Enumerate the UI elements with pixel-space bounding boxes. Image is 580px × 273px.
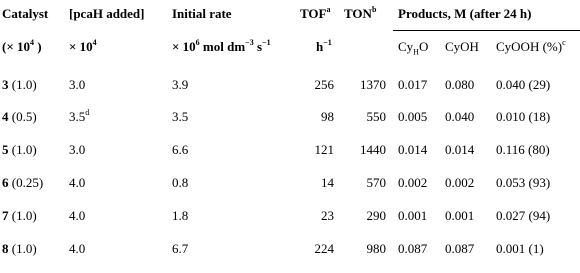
cell-rate: 6.6	[172, 142, 189, 157]
cell-catalyst	[2, 175, 43, 191]
header-catalyst-unit	[2, 39, 42, 55]
tof-unit-text: h	[316, 39, 324, 54]
catalyst-unit-text: (× 10	[2, 39, 30, 54]
cell-ton: 570	[366, 175, 386, 190]
header-products: Products, M (after 24 h)	[398, 6, 532, 21]
cell-pcah	[69, 109, 89, 125]
rate-unit-exp6: 6	[195, 37, 200, 47]
cell-cyoh: 0.002	[445, 175, 475, 190]
header-tof-unit	[316, 39, 332, 55]
cell-catalyst	[2, 109, 37, 125]
cell-rate: 6.7	[172, 241, 189, 256]
cell-cyooh: 0.001 (1)	[496, 241, 544, 256]
cell-catalyst	[2, 241, 37, 257]
header-ton	[344, 6, 376, 22]
cell-pcah	[69, 208, 85, 224]
header-rate-unit	[172, 39, 271, 55]
cell-cyooh: 0.027 (94)	[496, 208, 551, 223]
cell-tof: 23	[321, 208, 334, 223]
header-cyoh: CyOH	[445, 39, 479, 54]
rate-unit-mol: mol dm	[199, 39, 246, 54]
tof-unit-exp: −1	[323, 37, 332, 47]
catalyst-amount: (0.25)	[8, 175, 44, 190]
cell-pcah	[69, 77, 85, 93]
rate-unit-exp3: −3	[245, 37, 254, 47]
cell-tof: 256	[314, 77, 334, 92]
pcah-value: 3.0	[69, 142, 86, 157]
header-cyho	[398, 39, 428, 55]
cell-pcah	[69, 142, 85, 158]
cyho-sub: H	[413, 47, 419, 57]
pcah-unit-exp: 4	[92, 37, 97, 47]
cell-pcah	[69, 241, 85, 257]
catalyst-unit-exp: 4	[30, 37, 34, 47]
header-cyooh	[496, 39, 566, 55]
cell-ton: 290	[366, 208, 386, 223]
cell-rate: 3.5	[172, 109, 189, 124]
cell-cyooh: 0.116 (80)	[496, 142, 550, 157]
catalyst-amount: (1.0)	[8, 142, 37, 157]
pcah-footnote: d	[85, 107, 90, 117]
cell-cyoh: 0.040	[445, 109, 475, 124]
cell-pcah	[69, 175, 85, 191]
pcah-value: 4.0	[69, 175, 86, 190]
cyooh-text: CyOOH (%)	[496, 39, 563, 54]
cell-cyoh: 0.001	[445, 208, 475, 223]
catalyst-number: 7	[2, 208, 9, 223]
cell-cyho: 0.017	[398, 77, 428, 92]
catalyst-amount: (1.0)	[8, 77, 37, 92]
rate-unit-s: s	[253, 39, 263, 54]
cell-ton: 550	[366, 109, 386, 124]
rate-unit-text: × 10	[172, 39, 196, 54]
catalyst-number: 6	[2, 175, 9, 190]
cell-cyho: 0.005	[398, 109, 428, 124]
header-catalyst: Catalyst	[2, 6, 49, 21]
cell-ton: 1370	[360, 77, 386, 92]
cell-cyooh: 0.040 (29)	[496, 77, 551, 92]
catalyst-amount: (1.0)	[8, 208, 37, 223]
cyho-text: Cy	[398, 39, 414, 54]
cyooh-footnote: c	[562, 37, 566, 47]
catalyst-amount: (1.0)	[8, 241, 37, 256]
cell-cyho: 0.001	[398, 208, 428, 223]
cell-catalyst	[2, 77, 37, 93]
cell-cyho: 0.087	[398, 241, 428, 256]
products-rule	[393, 30, 580, 31]
cell-tof: 121	[314, 142, 334, 157]
cell-cyooh: 0.053 (93)	[496, 175, 551, 190]
header-pcah-unit	[69, 39, 97, 55]
cell-tof: 224	[314, 241, 334, 256]
cell-cyoh: 0.014	[445, 142, 475, 157]
cell-cyoh: 0.087	[445, 241, 475, 256]
header-tof-label: TOF	[300, 6, 327, 21]
catalyst-number: 3	[2, 77, 9, 92]
cyho-post: O	[418, 39, 429, 54]
cell-rate: 0.8	[172, 175, 189, 190]
cell-tof: 14	[321, 175, 334, 190]
header-initial-rate: Initial rate	[172, 6, 232, 21]
cell-catalyst	[2, 208, 37, 224]
cell-catalyst	[2, 142, 37, 158]
cell-rate: 3.9	[172, 77, 189, 92]
pcah-value: 3.0	[69, 77, 86, 92]
cell-ton: 1440	[360, 142, 386, 157]
header-pcah: [pcaH added]	[69, 6, 145, 21]
cell-ton: 980	[366, 241, 386, 256]
pcah-value: 3.5	[69, 109, 86, 124]
cell-cyoh: 0.080	[445, 77, 475, 92]
catalyst-number: 5	[2, 142, 9, 157]
pcah-unit-text: × 10	[69, 39, 93, 54]
pcah-value: 4.0	[69, 208, 86, 223]
header-tof-footnote: a	[326, 4, 331, 14]
cell-cyho: 0.002	[398, 175, 428, 190]
catalyst-number: 4	[2, 109, 9, 124]
header-ton-footnote: b	[371, 4, 377, 14]
catalyst-amount: (0.5)	[8, 109, 37, 124]
header-tof	[300, 6, 331, 22]
cell-tof: 98	[321, 109, 334, 124]
catalyst-unit-close: )	[34, 39, 42, 54]
pcah-value: 4.0	[69, 241, 86, 256]
header-ton-label: TON	[344, 6, 372, 21]
rate-unit-exp1: −1	[262, 37, 271, 47]
cell-rate: 1.8	[172, 208, 189, 223]
cell-cyho: 0.014	[398, 142, 428, 157]
cell-cyooh: 0.010 (18)	[496, 109, 551, 124]
catalyst-number: 8	[2, 241, 9, 256]
